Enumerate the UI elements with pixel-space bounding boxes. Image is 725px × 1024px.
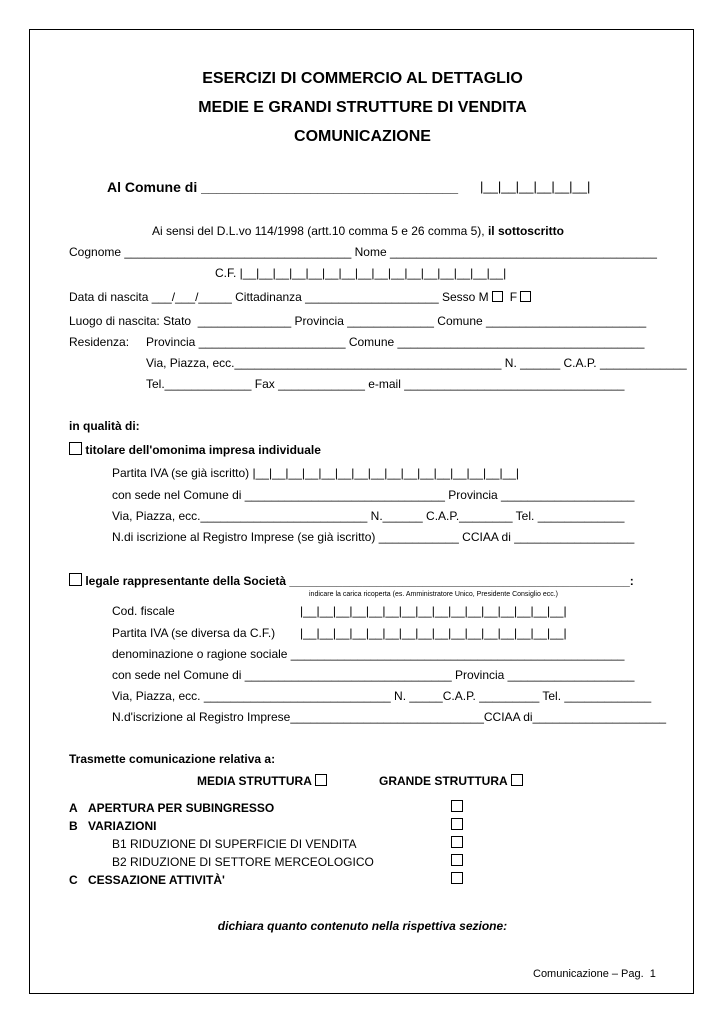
legale-note: indicare la carica ricoperta (es. Amministratore Unico, Presidente Consiglio ecc.) xyxy=(309,591,558,598)
residenza-row-1[interactable]: Provincia ______________________ Comune _____________________________________ xyxy=(146,335,645,349)
sesso-f-label: F xyxy=(509,290,518,304)
legale-via-row[interactable]: Via, Piazza, ecc. ____________________________ N. _____C.A.P. _________ Tel. _____________ xyxy=(112,689,652,703)
comune-code-boxes[interactable]: |__|__|__|__|__|__| xyxy=(480,179,591,194)
titolare-option[interactable] xyxy=(69,442,321,457)
item-b-checkbox[interactable] xyxy=(451,818,463,830)
legale-registro-row[interactable]: N.d'iscrizione al Registro Imprese_____________________________CCIAA di____________________ xyxy=(112,710,667,724)
grande-struttura-option[interactable] xyxy=(379,774,523,788)
nascita-text: Data di nascita ___/___/_____ Cittadinanza ____________________ Sesso M xyxy=(69,290,489,304)
trasmette-label: Trasmette comunicazione relativa a: xyxy=(69,752,276,766)
grande-struttura-label: GRANDE STRUTTURA xyxy=(379,774,508,788)
luogo-nascita-row[interactable]: Luogo di nascita: Stato ______________ Provincia _____________ Comune ________________________ xyxy=(69,314,647,328)
page-footer: Comunicazione – Pag. 1 xyxy=(533,968,656,980)
legale-piva-boxes[interactable]: |__|__|__|__|__|__|__|__|__|__|__|__|__|__|__|__| xyxy=(300,626,567,640)
legale-option[interactable] xyxy=(69,573,634,588)
titolare-label: titolare dell'omonima impresa individuale xyxy=(85,443,321,457)
media-struttura-label: MEDIA STRUTTURA xyxy=(197,774,312,788)
titolare-piva-row[interactable]: Partita IVA (se già iscritto) |__|__|__|__|__|__|__|__|__|__|__|__|__|__|__|__| xyxy=(112,466,520,480)
item-b-key: B xyxy=(69,819,78,833)
dichiara-text: dichiara quanto contenuto nella rispettiva sezione: xyxy=(217,919,508,933)
intro-bold: il sottoscritto xyxy=(487,224,564,238)
item-c-label: CESSAZIONE ATTIVITÀ' xyxy=(88,873,225,887)
sesso-m-checkbox[interactable] xyxy=(492,291,503,302)
nascita-row[interactable] xyxy=(69,290,531,304)
item-b2-label: B2 RIDUZIONE DI SETTORE MERCEOLOGICO xyxy=(112,855,374,869)
item-a-label: APERTURA PER SUBINGRESSO xyxy=(88,801,275,815)
titolare-via-row[interactable]: Via, Piazza, ecc._________________________ N.______ C.A.P.________ Tel. _____________ xyxy=(112,509,625,523)
cognome-nome-row[interactable]: Cognome __________________________________ Nome ________________________________________ xyxy=(69,245,657,259)
legale-piva-label: Partita IVA (se diversa da C.F.) xyxy=(112,626,276,640)
item-a-key: A xyxy=(69,801,78,815)
media-struttura-checkbox[interactable] xyxy=(315,774,327,786)
item-c-key: C xyxy=(69,873,78,887)
grande-struttura-checkbox[interactable] xyxy=(511,774,523,786)
residenza-row-3[interactable]: Tel._____________ Fax _____________ e-mail _________________________________ xyxy=(146,377,625,391)
titolare-sede-row[interactable]: con sede nel Comune di ______________________________ Provincia ____________________ xyxy=(112,488,635,502)
item-b1-checkbox[interactable] xyxy=(451,836,463,848)
titolare-registro-row[interactable]: N.di iscrizione al Registro Imprese (se già iscritto) ____________ CCIAA di __________________ xyxy=(112,530,635,544)
legale-checkbox[interactable] xyxy=(69,573,82,586)
title-line-3: COMUNICAZIONE xyxy=(294,128,431,145)
title-line-1: ESERCIZI DI COMMERCIO AL DETTAGLIO xyxy=(202,70,523,87)
item-b2-checkbox[interactable] xyxy=(451,854,463,866)
media-struttura-option[interactable] xyxy=(197,774,327,788)
item-b-label: VARIAZIONI xyxy=(88,819,157,833)
residenza-label: Residenza: xyxy=(69,335,130,349)
legale-label: legale rappresentante della Società ___________________________________________________: xyxy=(85,574,634,588)
residenza-row-2[interactable]: Via, Piazza, ecc.________________________________________ N. ______ C.A.P. _____________ xyxy=(146,356,687,370)
item-c-checkbox[interactable] xyxy=(451,872,463,884)
item-b1-label: B1 RIDUZIONE DI SUPERFICIE DI VENDITA xyxy=(112,837,357,851)
intro-normal: Ai sensi del D.L.vo 114/1998 (artt.10 comma 5 e 26 comma 5), xyxy=(152,224,488,238)
legale-cf-label: Cod. fiscale xyxy=(112,604,175,618)
legale-cf-boxes[interactable]: |__|__|__|__|__|__|__|__|__|__|__|__|__|__|__|__| xyxy=(300,604,567,618)
comune-field[interactable]: Al Comune di _________________________________ xyxy=(107,179,459,195)
qualita-label: in qualità di: xyxy=(69,419,140,433)
item-a-checkbox[interactable] xyxy=(451,800,463,812)
titolare-checkbox[interactable] xyxy=(69,442,82,455)
codice-fiscale-row[interactable]: C.F. |__|__|__|__|__|__|__|__|__|__|__|__|__|__|__|__| xyxy=(215,266,507,280)
sesso-f-checkbox[interactable] xyxy=(520,291,531,302)
legale-denominazione-row[interactable]: denominazione o ragione sociale __________________________________________________ xyxy=(112,647,625,661)
legale-sede-row[interactable]: con sede nel Comune di _______________________________ Provincia ___________________ xyxy=(112,668,635,682)
intro-text xyxy=(152,224,564,238)
title-line-2: MEDIE E GRANDI STRUTTURE DI VENDITA xyxy=(198,99,527,116)
